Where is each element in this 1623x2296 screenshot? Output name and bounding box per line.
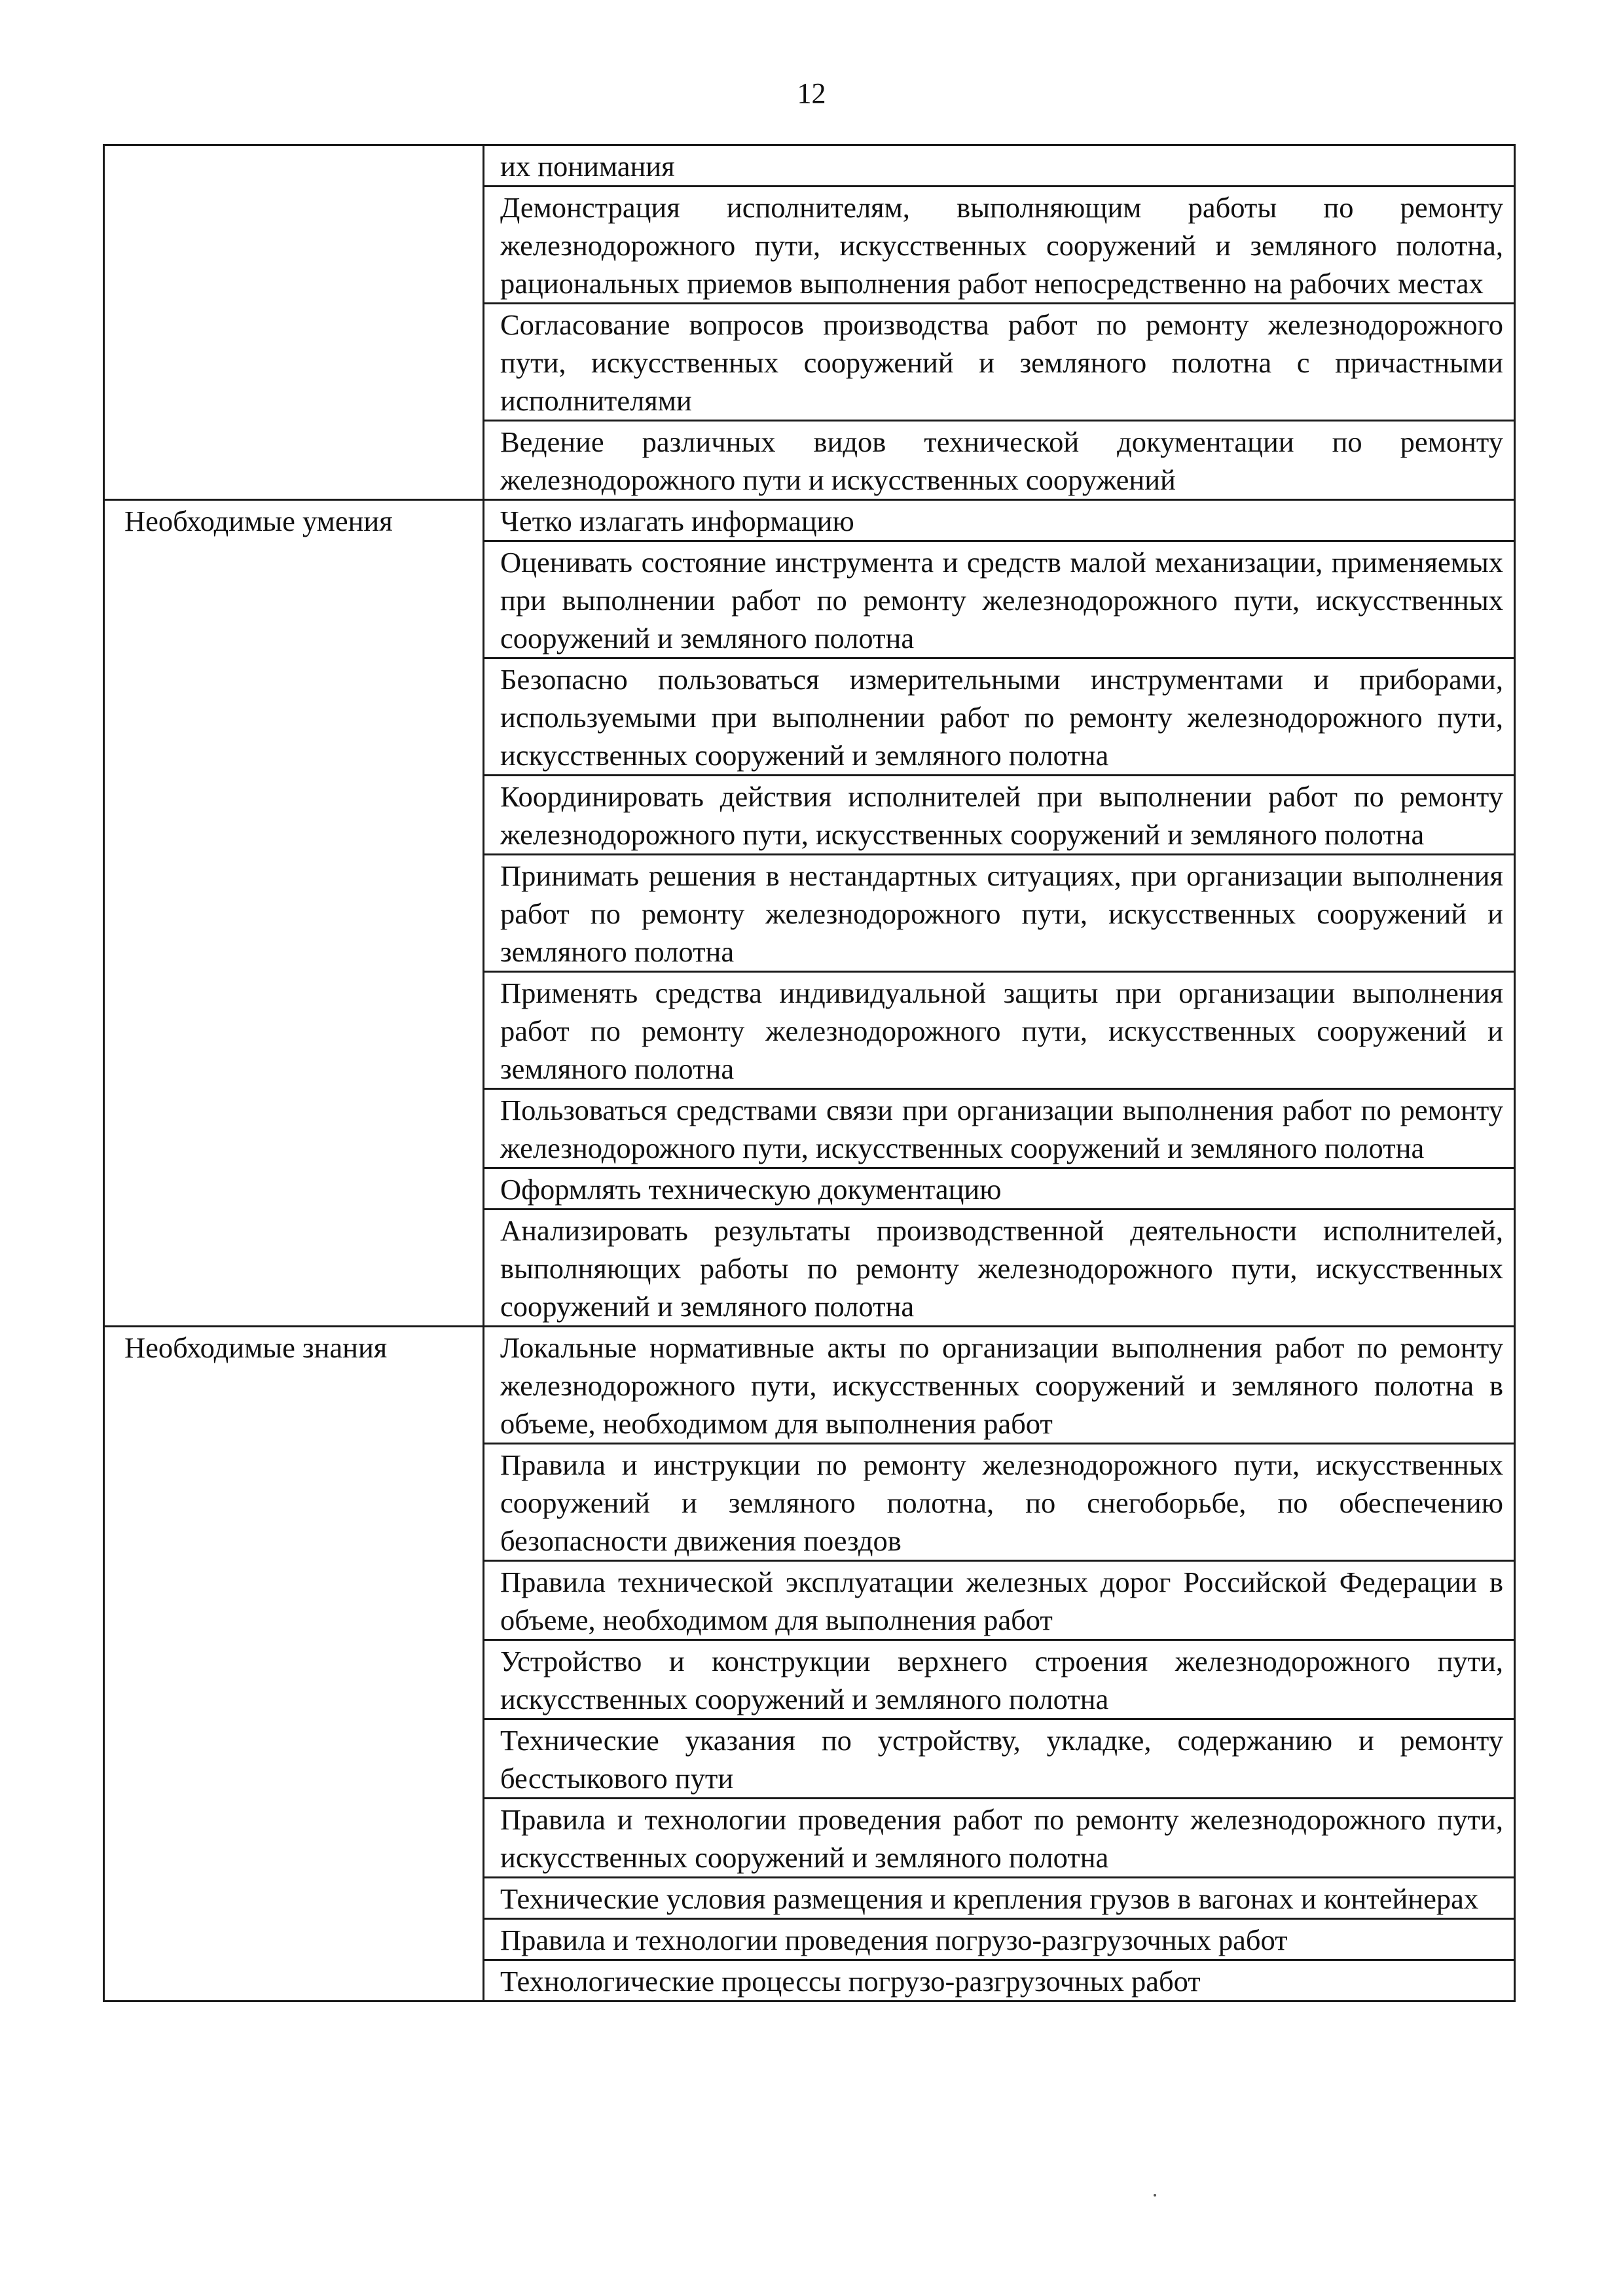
requirement-item: Оценивать состояние инструмента и средств малой механизации, применяемых при выполнении работ по ремонту железнодорожного пути, искусственных сооружений и земляного полотна <box>484 541 1515 658</box>
table-row <box>104 1327 1515 1444</box>
page-number: 12 <box>797 77 826 109</box>
requirement-item: Четко излагать информацию <box>484 500 1515 541</box>
requirement-item: Технические указания по устройству, укладке, содержанию и ремонту бесстыкового пути <box>484 1719 1515 1799</box>
requirement-item: Демонстрация исполнителям, выполняющим работы по ремонту железнодорожного пути, искусственных сооружений и земляного полотна, рациональных приемов выполнения работ непосредственно на рабочих местах <box>484 187 1515 304</box>
scan-speck <box>1154 2194 1156 2197</box>
requirement-item: Технические условия размещения и крепления грузов в вагонах и контейнерах <box>484 1878 1515 1919</box>
requirement-item: Правила и инструкции по ремонту железнодорожного пути, искусственных сооружений и земляного полотна, по снегоборьбе, по обеспечению безопасности движения поездов <box>484 1444 1515 1561</box>
requirement-item: Технологические процессы погрузо-разгрузочных работ <box>484 1960 1515 2001</box>
requirement-item: Правила и технологии проведения работ по ремонту железнодорожного пути, искусственных сооружений и земляного полотна <box>484 1799 1515 1878</box>
section-label-cell <box>104 500 484 1327</box>
requirement-item: Локальные нормативные акты по организации выполнения работ по ремонту железнодорожного пути, искусственных сооружений и земляного полотна в объеме, необходимом для выполнения работ <box>484 1327 1515 1444</box>
section-label: Необходимые умения <box>124 505 393 537</box>
requirement-item: Пользоваться средствами связи при организации выполнения работ по ремонту железнодорожного пути, искусственных сооружений и земляного полотна <box>484 1089 1515 1168</box>
table-body <box>104 145 1515 2001</box>
competency-table <box>103 144 1516 2002</box>
section-label: Необходимые знания <box>124 1331 388 1364</box>
requirement-item: Безопасно пользоваться измерительными инструментами и приборами, используемыми при выполнении работ по ремонту железнодорожного пути, искусственных сооружений и земляного полотна <box>484 658 1515 776</box>
requirement-item: Применять средства индивидуальной защиты при организации выполнения работ по ремонту железнодорожного пути, искусственных сооружений и земляного полотна <box>484 972 1515 1089</box>
requirement-item: Ведение различных видов технической документации по ремонту железнодорожного пути и искусственных сооружений <box>484 421 1515 500</box>
table-row <box>104 500 1515 541</box>
requirement-item: их понимания <box>484 145 1515 187</box>
requirement-item: Оформлять техническую документацию <box>484 1168 1515 1210</box>
section-label-cell <box>104 145 484 500</box>
section-label-cell <box>104 1327 484 2001</box>
requirement-item: Согласование вопросов производства работ по ремонту железнодорожного пути, искусственных сооружений и земляного полотна с причастными исполнителями <box>484 304 1515 421</box>
requirement-item: Координировать действия исполнителей при выполнении работ по ремонту железнодорожного пути, искусственных сооружений и земляного полотна <box>484 776 1515 855</box>
requirement-item: Правила технической эксплуатации железных дорог Российской Федерации в объеме, необходимом для выполнения работ <box>484 1561 1515 1640</box>
requirement-item: Анализировать результаты производственной деятельности исполнителей, выполняющих работы по ремонту железнодорожного пути, искусственных сооружений и земляного полотна <box>484 1210 1515 1327</box>
requirement-item: Принимать решения в нестандартных ситуациях, при организации выполнения работ по ремонту железнодорожного пути, искусственных сооружений и земляного полотна <box>484 855 1515 972</box>
requirement-item: Правила и технологии проведения погрузо-разгрузочных работ <box>484 1919 1515 1960</box>
table-row <box>104 145 1515 187</box>
requirement-item: Устройство и конструкции верхнего строения железнодорожного пути, искусственных сооружений и земляного полотна <box>484 1640 1515 1719</box>
